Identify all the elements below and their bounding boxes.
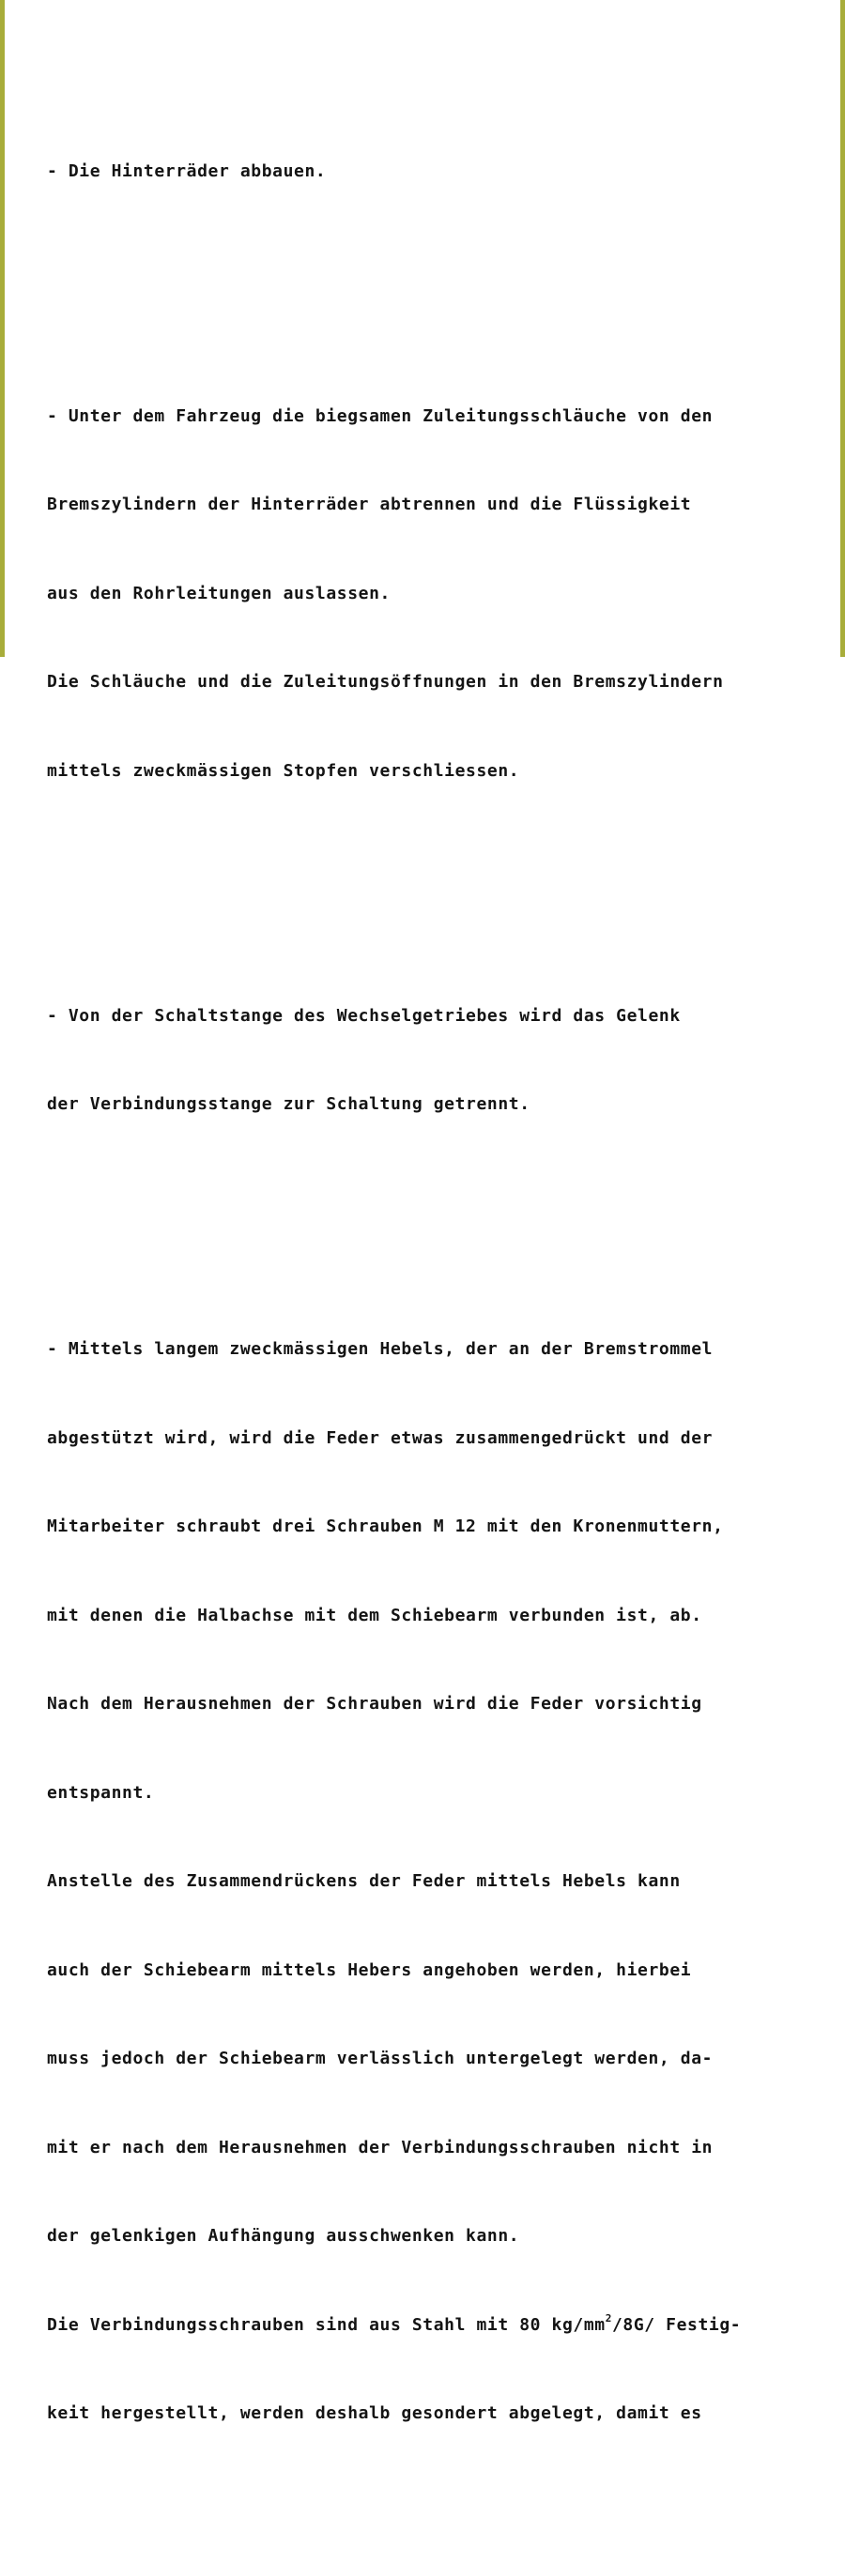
text-fragment: /8G/ Festig- xyxy=(611,2314,742,2335)
text-line: Anstelle des Zusammendrückens der Feder mittels Hebels kann xyxy=(47,1871,681,1891)
text-fragment: Die Verbindungsschrauben sind aus Stahl mit 80 kg/mm xyxy=(47,2314,606,2335)
text-line: Die Schläuche und die Zuleitungsöffnungen in den Bremszylindern xyxy=(47,672,724,692)
text-line: - Die Hinterräder abbauen. xyxy=(47,160,327,181)
text-line: Bremszylindern der Hinterräder abtrennen und die Flüssigkeit xyxy=(47,495,692,514)
text-line: mittels zweckmässigen Stopfen verschliessen. xyxy=(47,760,520,781)
text-line: - Von der Schaltstange des Wechselgetriebes wird das Gelenk xyxy=(47,1005,681,1026)
text-line-with-superscript xyxy=(47,2310,845,2340)
paragraph-4 xyxy=(47,1275,845,2488)
text-line: mit er nach dem Herausnehmen der Verbindungsschrauben nicht in xyxy=(47,2137,714,2157)
text-line: - Unter dem Fahrzeug die biegsamen Zuleitungsschläuche von den xyxy=(47,405,714,426)
text-line: entspannt. xyxy=(47,1782,155,1803)
text-line: - Mittels langem zweckmässigen Hebels, der an der Bremstrommel xyxy=(47,1339,714,1359)
text-line: der gelenkigen Aufhängung ausschwenken kann. xyxy=(47,2226,520,2246)
paragraph-3 xyxy=(47,942,845,1179)
text-line: auch der Schiebearm mittels Hebers angehoben werden, hierbei xyxy=(47,1959,692,1980)
text-line: abgestützt wird, wird die Feder etwas zusammengedrückt und der xyxy=(47,1427,714,1448)
paragraph-2 xyxy=(47,343,845,846)
text-line: muss jedoch der Schiebearm verlässlich untergelegt werden, da- xyxy=(47,2049,714,2068)
text-line: aus den Rohrleitungen auslassen. xyxy=(47,583,391,603)
text-line-cut: keit hergestellt, werden deshalb gesondert abgelegt, damit es xyxy=(47,2403,702,2423)
document-body xyxy=(47,8,845,2576)
superscript: 2 xyxy=(605,2311,612,2324)
text-line: Nach dem Herausnehmen der Schrauben wird die Feder vorsichtig xyxy=(47,1694,702,1714)
text-line: der Verbindungsstange zur Schaltung getrennt. xyxy=(47,1094,530,1114)
paragraph-1 xyxy=(47,98,845,246)
text-line: mit denen die Halbachse mit dem Schiebearm verbunden ist, ab. xyxy=(47,1605,702,1625)
text-line: Mitarbeiter schraubt drei Schrauben M 12 mit den Kronenmuttern, xyxy=(47,1517,724,1536)
